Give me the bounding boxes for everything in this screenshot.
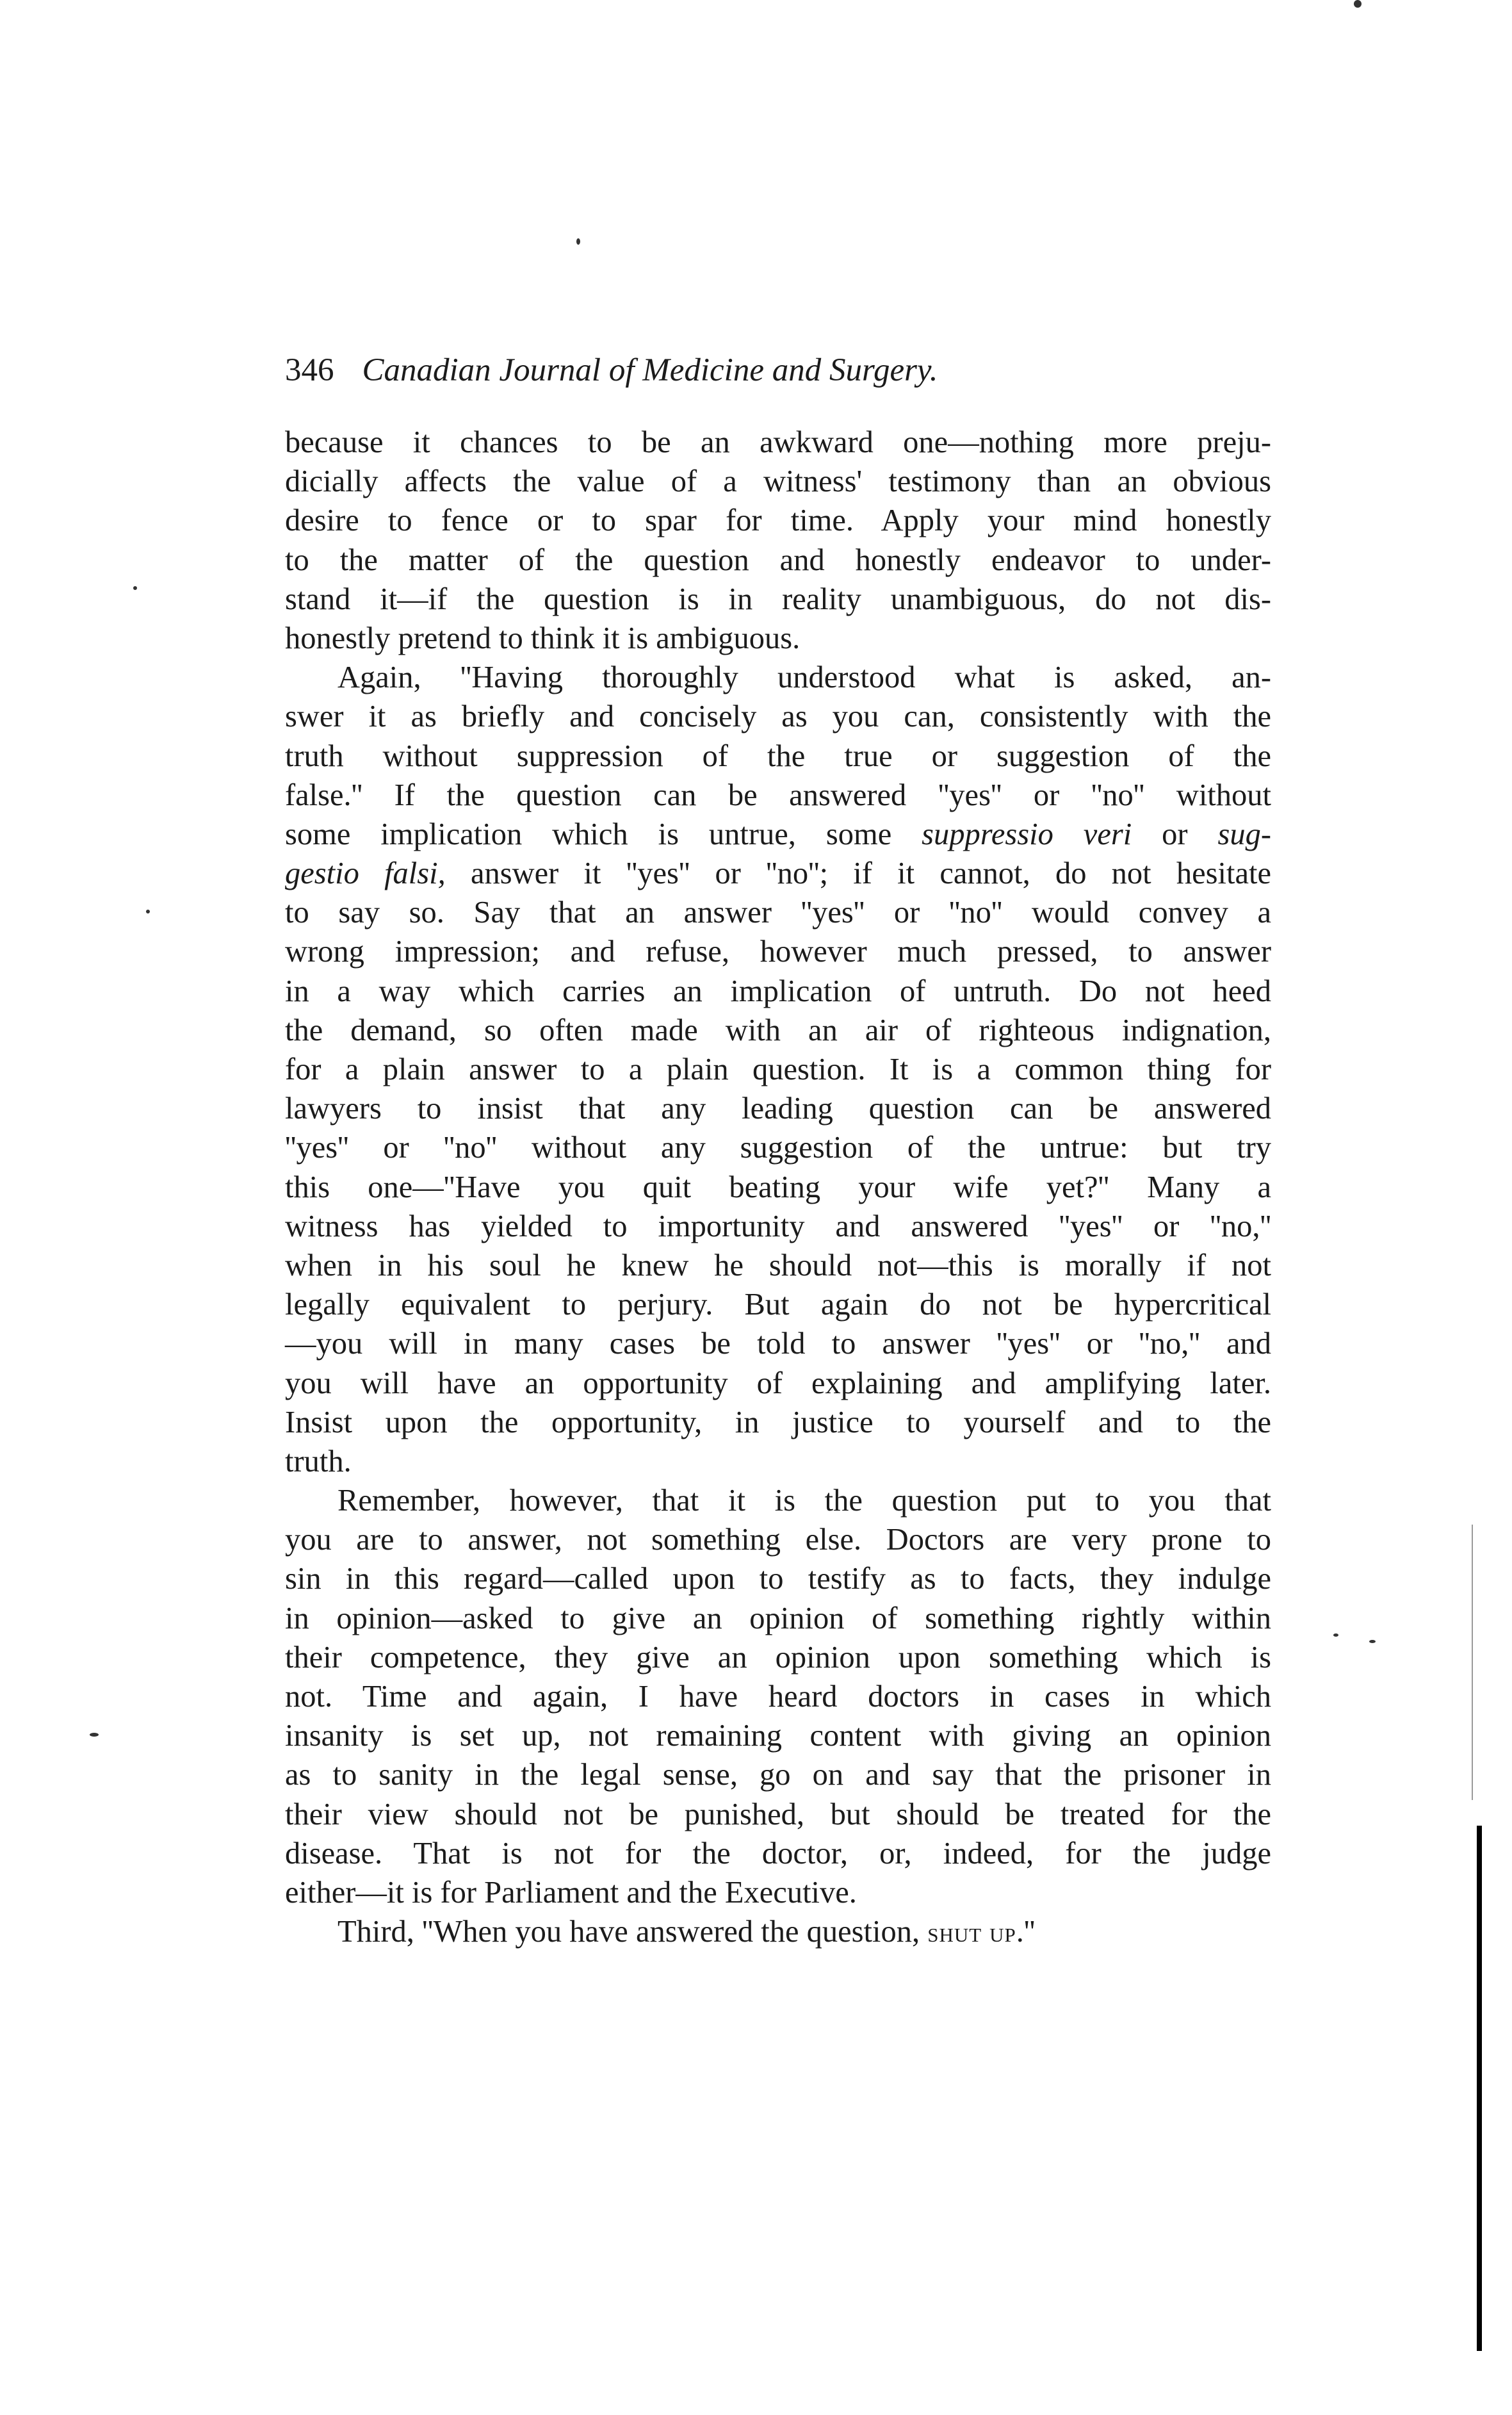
text-line: their view should not be punished, but should be treated for the (285, 1797, 1271, 1831)
text-line: stand it—if the question is in reality unambiguous, do not dis- (285, 582, 1271, 616)
text-line: insanity is set up, not remaining content with giving an opinion (285, 1719, 1271, 1753)
text-line: desire to fence or to spar for time. Apply your mind honestly (285, 503, 1271, 538)
text-run: or (1132, 817, 1218, 851)
text-line: false.'' If the question can be answered ''yes'' or ''no'' without (285, 778, 1271, 812)
paragraph-2 (285, 658, 1271, 1481)
small-caps-phrase: shut up (927, 1917, 1016, 1949)
text-line (285, 815, 1271, 854)
text-line: truth. (285, 1444, 352, 1478)
scan-speck (1333, 1633, 1338, 1637)
text-line: —you will in many cases be told to answer ''yes'' or ''no,'' and (285, 1327, 1271, 1361)
text-run: some implication which is untrue, some (285, 817, 922, 851)
latin-phrase: gestio falsi, (285, 856, 446, 891)
paragraph-4 (285, 1912, 1271, 1951)
text-line: Again, ''Having thoroughly understood what is asked, an- (337, 660, 1271, 695)
text-line: honestly pretend to think it is ambiguous. (285, 621, 801, 655)
paragraph-3 (285, 1481, 1271, 1912)
paragraph-1 (285, 423, 1271, 658)
latin-phrase: sug- (1217, 817, 1271, 851)
running-head (285, 351, 1271, 389)
text-line: when in his soul he knew he should not—this is morally if not (285, 1248, 1271, 1282)
text-line (285, 854, 1271, 893)
text-line: disease. That is not for the doctor, or, indeed, for the judge (285, 1836, 1271, 1871)
text-line: truth without suppression of the true or suggestion of the (285, 739, 1271, 773)
text-line: witness has yielded to importunity and answered ''yes'' or ''no,'' (285, 1209, 1271, 1243)
text-run: answer it ''yes'' or ''no''; if it cannot, do not hesitate (445, 856, 1271, 891)
scan-speck (146, 910, 150, 913)
text-run: .'' (1016, 1915, 1036, 1949)
text-line: swer it as briefly and concisely as you can, consistently with the (285, 700, 1271, 734)
text-line: as to sanity in the legal sense, go on and say that the prisoner in (285, 1758, 1271, 1792)
text-line: Remember, however, that it is the question put to you that (337, 1484, 1271, 1518)
scan-speck (1369, 1640, 1376, 1643)
text-line: lawyers to insist that any leading question can be answered (285, 1092, 1271, 1126)
text-line: Insist upon the opportunity, in justice to yourself and to the (285, 1405, 1271, 1439)
text-line (285, 1912, 1271, 1951)
text-line: this one—''Have you quit beating your wife yet?'' Many a (285, 1170, 1271, 1204)
gutter-rule-faint (1472, 1525, 1473, 1800)
text-line: dicially affects the value of a witness' testimony than an obvious (285, 464, 1271, 499)
text-line: legally equivalent to perjury. But again do not be hypercritical (285, 1288, 1271, 1322)
journal-title: Canadian Journal of Medicine and Surgery. (362, 352, 938, 388)
text-line: ''yes'' or ''no'' without any suggestion of the untrue: but try (285, 1131, 1271, 1165)
text-line: in a way which carries an implication of untruth. Do not heed (285, 974, 1271, 1008)
text-line: wrong impression; and refuse, however much pressed, to answer (285, 935, 1271, 969)
text-line: their competence, they give an opinion upon something which is (285, 1640, 1271, 1674)
text-line: because it chances to be an awkward one—nothing more preju- (285, 425, 1271, 459)
scan-speck (1354, 0, 1362, 8)
text-line: you will have an opportunity of explaining and amplifying later. (285, 1366, 1271, 1400)
gutter-rule (1477, 1826, 1482, 2351)
text-line: you are to answer, not something else. Doctors are very prone to (285, 1523, 1271, 1557)
scan-speck (133, 586, 137, 590)
text-line: either—it is for Parliament and the Executive. (285, 1875, 857, 1910)
text-line: for a plain answer to a plain question. It is a common thing for (285, 1052, 1271, 1086)
scan-speck (90, 1733, 99, 1737)
page-number: 346 (285, 352, 334, 388)
body-text (285, 423, 1271, 1951)
text-line: not. Time and again, I have heard doctors in cases in which (285, 1680, 1271, 1714)
text-line: the demand, so often made with an air of righteous indignation, (285, 1013, 1271, 1047)
text-line: in opinion—asked to give an opinion of something rightly within (285, 1601, 1271, 1635)
text-line: to say so. Say that an answer ''yes'' or ''no'' would convey a (285, 896, 1271, 930)
text-line: sin in this regard—called upon to testify as to facts, they indulge (285, 1562, 1271, 1596)
latin-phrase: suppressio veri (922, 817, 1132, 851)
text-run: Third, ''When you have answered the question, (337, 1915, 928, 1949)
text-line: to the matter of the question and honestly endeavor to under- (285, 543, 1271, 577)
scan-speck (576, 238, 580, 245)
